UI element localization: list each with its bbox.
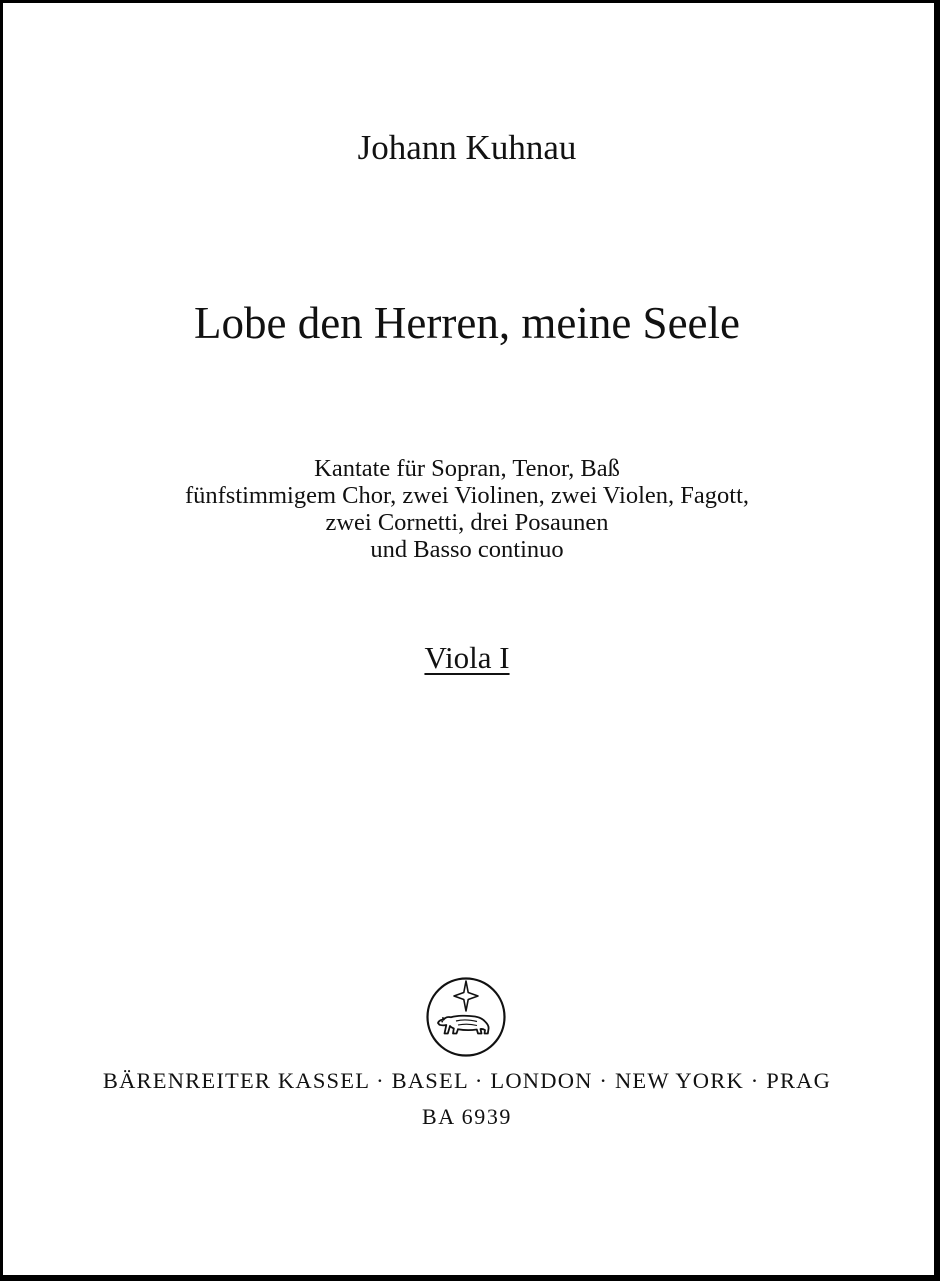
work-description (0, 455, 934, 563)
baerenreiter-bear-star-icon (425, 976, 507, 1058)
description-line: zwei Cornetti, drei Posaunen (325, 509, 609, 536)
part-label (0, 640, 934, 676)
description-line: und Basso continuo (370, 536, 564, 563)
work-title: Lobe den Herren, meine Seele (194, 298, 740, 348)
catalog-number: BA 6939 (421, 1104, 513, 1129)
publisher-imprint: BÄRENREITER KASSEL · BASEL · LONDON · NEW YORK · PRAG (102, 1068, 832, 1093)
description-line: fünfstimmigem Chor, zwei Violinen, zwei Violen, Fagott, (184, 482, 750, 509)
description-line: Kantate für Sopran, Tenor, Baß (314, 455, 620, 482)
composer-name: Johann Kuhnau (357, 128, 577, 167)
part-name: Viola I (424, 640, 510, 675)
